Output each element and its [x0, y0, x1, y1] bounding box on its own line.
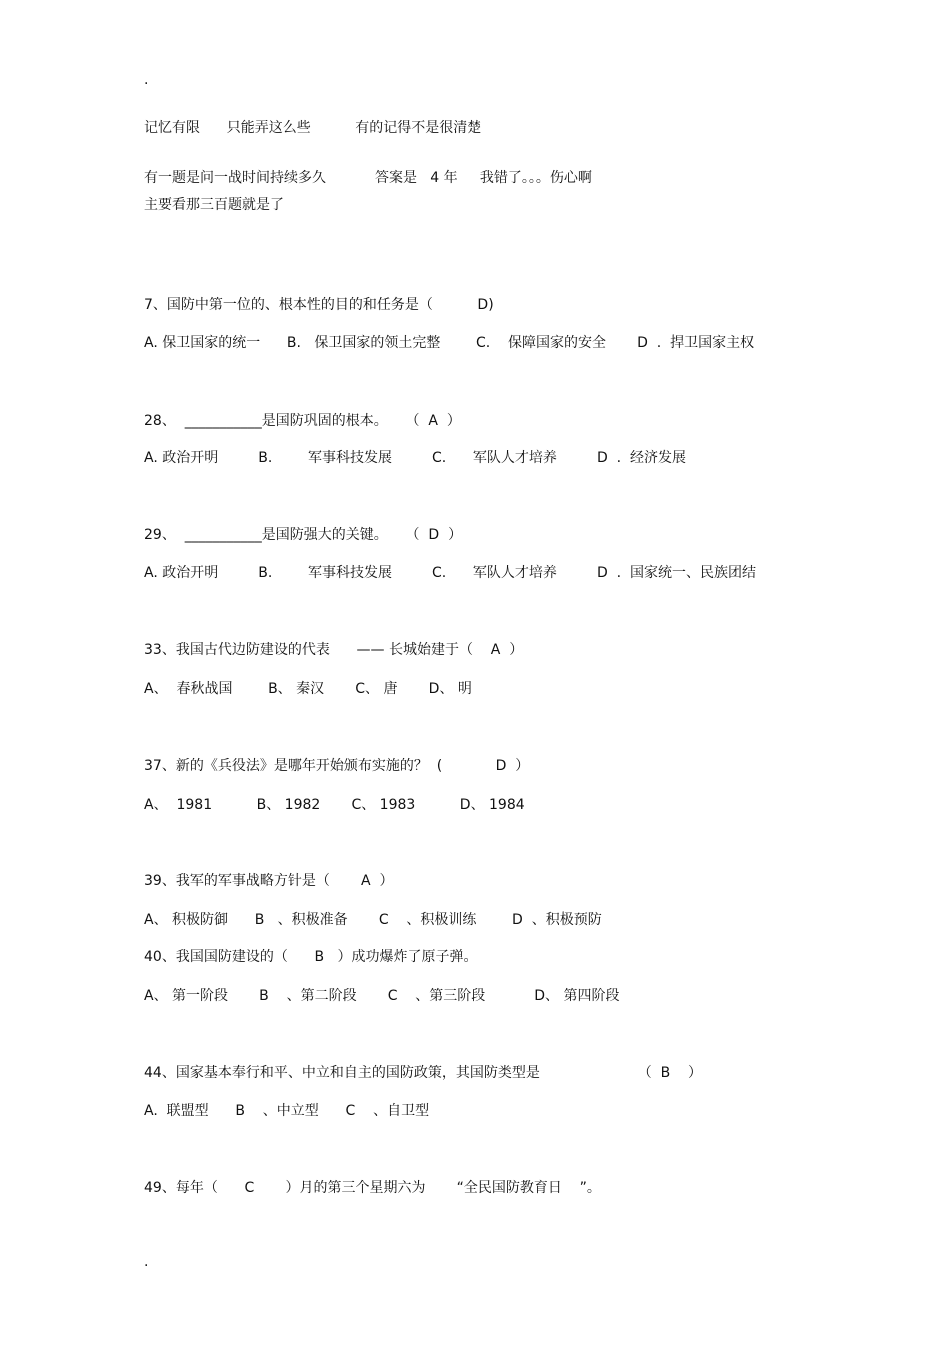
question-stem: 28、 ___________是国防巩固的根本。 （ A ） [144, 413, 461, 429]
question-stem: 49、每年（ C ）月的第三个星期六为 “全民国防教育日 ”。 [144, 1180, 601, 1196]
question-options: A、 第一阶段 B 、第二阶段 C 、第三阶段 D、 第四阶段 [144, 988, 620, 1004]
header-dot: . [144, 72, 149, 88]
question-stem: 7、国防中第一位的、根本性的目的和任务是（ D) [144, 297, 494, 313]
question-options: A. 政治开明 B. 军事科技发展 C. 军队人才培养 D . 国家统一、民族团结 [144, 565, 756, 581]
question-options: A、 积极防御 B 、积极准备 C 、积极训练 D 、积极预防 [144, 912, 602, 928]
question-stem: 37、新的《兵役法》是哪年开始颁布实施的？ ( D ） [144, 758, 530, 774]
question-stem: 44、国家基本奉行和平、中立和自主的国防政策，其国防类型是 （ B ） [144, 1065, 703, 1081]
question-options: A. 保卫国家的统一 B. 保卫国家的领土完整 C. 保障国家的安全 D . 捍卫国家主权 [144, 335, 755, 351]
question-options: A、 春秋战国 B、 秦汉 C、 唐 D、 明 [144, 681, 472, 697]
question-options: A、 1981 B、 1982 C、 1983 D、 1984 [144, 797, 525, 813]
question-stem: 40、我国国防建设的（ B ）成功爆炸了原子弹。 [144, 949, 478, 965]
question-stem: 33、我国古代边防建设的代表 —— 长城始建于（ A ） [144, 642, 524, 658]
question-options: A. 联盟型 B 、中立型 C 、自卫型 [144, 1103, 430, 1119]
note-line: 主要看那三百题就是了 [144, 197, 284, 213]
note-line: 有一题是问一战时间持续多久 答案是 4 年 我错了。。。伤心啊 [144, 170, 592, 186]
question-stem: 29、 ___________是国防强大的关键。 （ D ） [144, 527, 463, 543]
note-line: 记忆有限 只能弄这么些 有的记得不是很清楚 [144, 120, 482, 136]
question-stem: 39、我军的军事战略方针是（ A ） [144, 873, 394, 889]
question-options: A. 政治开明 B. 军事科技发展 C. 军队人才培养 D . 经济发展 [144, 450, 686, 466]
footer-dot: . [144, 1254, 149, 1270]
